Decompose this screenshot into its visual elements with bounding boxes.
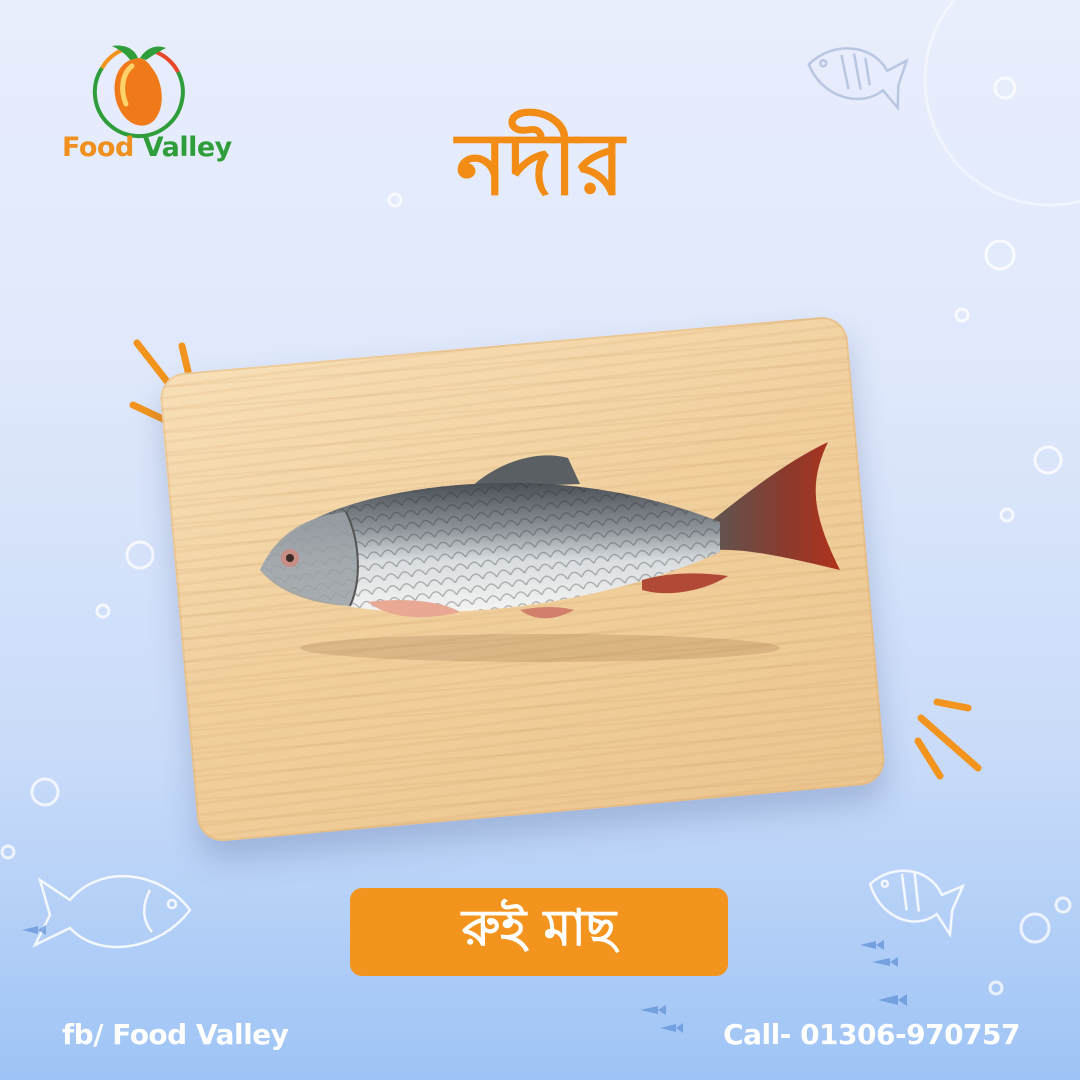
phone-number[interactable]: Call- 01306-970757 (723, 1018, 1020, 1051)
product-name-label: রুই মাছ (350, 888, 728, 976)
brand-name-part2: Valley (142, 132, 232, 163)
headline: নদীর (455, 115, 625, 215)
rohu-fish-image (250, 430, 850, 670)
brand-name-part1: Food (62, 132, 134, 163)
facebook-handle[interactable]: fb/ Food Valley (62, 1018, 289, 1051)
